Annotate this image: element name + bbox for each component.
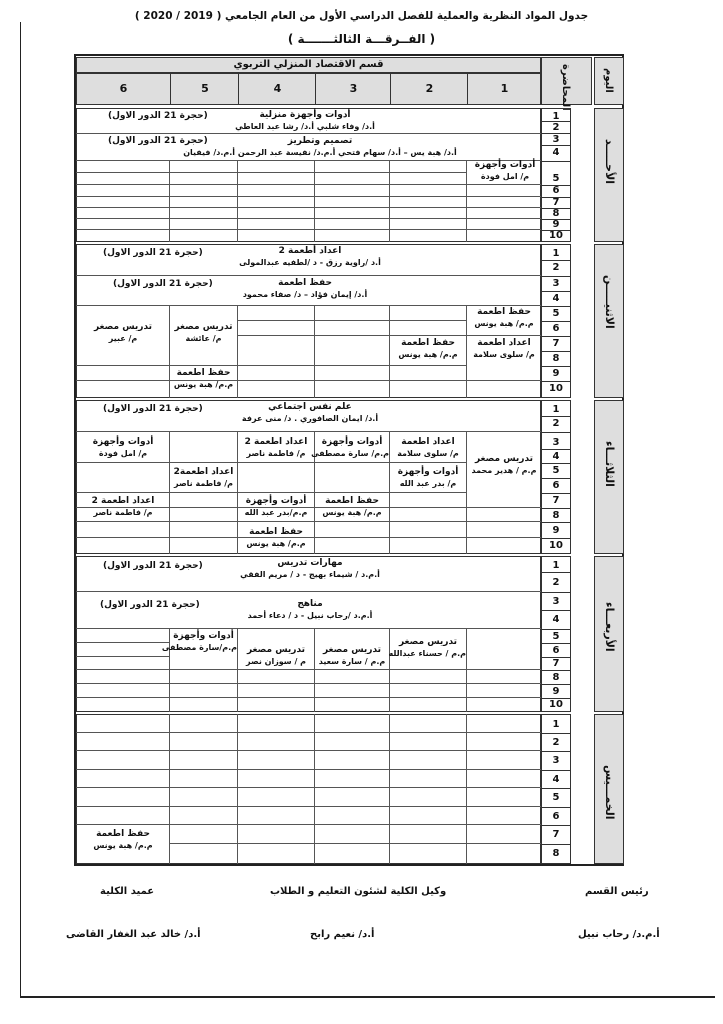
day-header-label: اليوم <box>603 68 614 93</box>
monday-slots <box>541 244 571 398</box>
schedule-cell <box>315 496 389 518</box>
staff-name: أ.د/ إيمان فؤاد – د/ صفاء محمود <box>242 290 368 299</box>
slot-divider <box>542 449 570 450</box>
slot-number: 2 <box>552 262 560 273</box>
slot-divider <box>542 770 570 771</box>
grid-line <box>76 184 541 185</box>
course-name: حفظ اطعمة <box>401 338 455 348</box>
course-name: اعداد اطعمة 2 <box>244 437 308 447</box>
slot-number: 4 <box>552 614 560 625</box>
schedule-cell <box>238 645 314 667</box>
schedule-cell <box>230 110 380 132</box>
course-name: تدريس مصغر <box>93 322 153 332</box>
staff-name: م/ امل فودة <box>98 449 148 458</box>
slot-divider <box>542 733 570 734</box>
grid-line <box>169 160 170 242</box>
grid-line <box>314 305 315 398</box>
staff-name: أ.د/ هبة يس – أ.د/ سهام فتحي أ.م.د/ نفيسة عبد الرحمن أ.م.د/ فيفيان <box>183 148 457 157</box>
grid-line <box>76 732 541 733</box>
slot-number: 10 <box>549 540 563 551</box>
department-header: قسم الاقتصاد المنزلي التربوي <box>76 57 541 73</box>
grid-line <box>237 628 238 712</box>
sunday-day-cell <box>594 108 624 242</box>
schedule-cell <box>77 496 169 518</box>
column-header-4: 4 <box>238 74 316 104</box>
slot-number: 4 <box>552 451 560 462</box>
course-name: حفظ اطعمة <box>325 496 379 506</box>
slot-divider <box>542 161 570 162</box>
schedule-cell <box>230 246 390 268</box>
course-name: أدوات وأجهزة <box>92 437 154 447</box>
slot-number: 10 <box>549 699 563 710</box>
slot-number: 5 <box>552 465 560 476</box>
grid-line <box>466 714 467 864</box>
hall-label: (حجرة 21 الدور الاول) <box>108 111 208 121</box>
slot-number: 1 <box>552 560 560 571</box>
grid-line <box>76 628 541 629</box>
schedule-cell <box>390 637 466 659</box>
grid-line <box>76 769 541 770</box>
staff-name: م/ فاطمة ناصر <box>173 479 234 488</box>
grid-line <box>169 714 170 864</box>
slot-divider <box>542 572 570 573</box>
slot-number: 1 <box>552 719 560 730</box>
staff-name: م/ سلوى سلامة <box>473 350 535 359</box>
grid-line <box>76 669 541 670</box>
staff-name: م/ فاطمة ناصر <box>93 508 153 517</box>
course-name: حفظ اطعمة <box>278 278 332 288</box>
slot-number: 8 <box>552 208 560 219</box>
schedule-cell <box>170 368 237 390</box>
slot-divider <box>542 306 570 307</box>
schedule-cell <box>467 338 541 360</box>
slot-divider <box>542 336 570 337</box>
staff-name: م.م / حسناء عبدالله <box>388 649 466 658</box>
slot-divider <box>542 381 570 382</box>
thursday-day-cell <box>594 714 624 864</box>
grid-line <box>76 750 541 751</box>
grid-line <box>466 628 467 712</box>
sub-title: ( الفــرقـــة الثالثـــــــة ) <box>287 32 436 46</box>
slot-number: 5 <box>552 308 560 319</box>
staff-name: م/ سلوى سلامة <box>397 449 459 458</box>
schedule-cell <box>390 338 466 360</box>
grid-line <box>314 160 315 242</box>
course-name: أدوات وأجهزة <box>245 496 307 506</box>
slot-divider <box>542 670 570 671</box>
course-name: حفظ اطعمة <box>249 527 303 537</box>
staff-name: م.م/بدر عبد الله <box>244 508 308 517</box>
slot-number: 8 <box>552 510 560 521</box>
lecture-column-header <box>541 57 592 111</box>
column-header-1: 1 <box>467 74 541 104</box>
staff-name: أ.د/ ايمان الصافوري . د/ منى عرفة <box>241 414 379 423</box>
slot-number: 7 <box>552 658 560 669</box>
schedule-cell <box>467 454 541 476</box>
slot-divider <box>542 260 570 261</box>
tuesday-day-cell <box>594 400 624 554</box>
slot-number: 4 <box>552 774 560 785</box>
slot-number: 2 <box>552 737 560 748</box>
course-name: تدريس مصغر <box>474 454 534 464</box>
schedule-cell <box>230 558 390 580</box>
tuesday-slots <box>541 400 571 554</box>
slot-divider <box>542 463 570 464</box>
slot-number: 5 <box>552 173 560 184</box>
course-name: اعداد اطعمة2 <box>173 467 234 477</box>
grid-line <box>169 431 170 554</box>
slot-number: 7 <box>552 197 560 208</box>
slot-number: 9 <box>552 525 560 536</box>
slot-divider <box>542 825 570 826</box>
course-name: تدريس مصغر <box>246 645 306 655</box>
grid-line <box>76 591 541 592</box>
sunday-slots <box>541 108 571 242</box>
grid-line <box>76 656 169 657</box>
schedule-cell <box>77 829 169 851</box>
course-name: اعداد اطعمة <box>477 338 531 348</box>
staff-name: م / سوزان نصر <box>245 657 307 666</box>
grid-line <box>76 521 541 522</box>
course-name: أدوات وأجهزة <box>321 437 383 447</box>
grid-line <box>466 431 467 554</box>
slot-divider <box>542 276 570 277</box>
hall-label: (حجرة 21 الدور الاول) <box>113 279 213 289</box>
day-name: الاثنيـــــن <box>603 275 616 329</box>
slot-number: 3 <box>552 755 560 766</box>
slot-divider <box>542 844 570 845</box>
dean-title: عميد الكلية <box>100 886 155 897</box>
staff-name: أ.م.د / شيماء بهيج - د / مريم الفقي <box>240 570 380 579</box>
slot-number: 6 <box>552 323 560 334</box>
hall-label: (حجرة 21 الدور الاول) <box>103 561 203 571</box>
schedule-cell <box>390 467 466 489</box>
schedule-cell <box>311 437 389 459</box>
grid-line <box>76 196 541 197</box>
dean-name: أ.د/ خالد عبد الغفار القاضى <box>66 929 201 940</box>
slot-number: 8 <box>552 672 560 683</box>
slot-number: 10 <box>549 230 563 241</box>
slot-number: 4 <box>552 293 560 304</box>
schedule-cell <box>77 322 169 344</box>
grid-line <box>76 431 541 432</box>
slot-number: 8 <box>552 353 560 364</box>
slot-divider <box>542 684 570 685</box>
slot-divider <box>542 351 570 352</box>
department-head-name: أ.م.د/ رحاب نبيل <box>578 929 660 940</box>
grid-line <box>314 714 315 864</box>
day-name: الأربعـــاء <box>603 602 616 652</box>
schedule-cell <box>230 278 380 300</box>
slot-number: 5 <box>552 631 560 642</box>
staff-name: م/ فاطمة ناصر <box>246 449 306 458</box>
thursday-slots <box>541 714 571 864</box>
staff-name: أ.د /راوية رزق - د /لطفيه عبدالمولى <box>239 258 381 267</box>
slot-number: 4 <box>552 147 560 158</box>
staff-name: م.م / هدير محمد <box>471 466 537 475</box>
grid-line <box>76 218 541 219</box>
staff-name: م/ امل فودة <box>480 172 530 181</box>
slot-number: 9 <box>552 219 560 230</box>
grid-line <box>466 160 467 242</box>
schedule-cell <box>170 467 237 489</box>
staff-name: م.م / سارة سعيد <box>318 657 386 666</box>
course-name: اعداد أطعمة 2 <box>278 246 342 256</box>
grid-line <box>76 207 541 208</box>
staff-name: م.م/سارة مصطفى <box>161 643 237 652</box>
vice-dean-title: وكيل الكلية لشئون التعليم و الطلاب <box>270 886 447 897</box>
staff-name: أ.م.د /رحاب نبيل - د / دعاء أحمد <box>247 611 373 620</box>
staff-name: م/ بدر عبد الله <box>399 479 457 488</box>
course-name: تدريس مصغر <box>322 645 382 655</box>
grid-line <box>76 642 169 643</box>
slot-number: 5 <box>552 792 560 803</box>
staff-name: م.م/ هبة يونس <box>246 539 306 548</box>
slot-number: 1 <box>552 248 560 259</box>
schedule-cell <box>161 631 237 653</box>
schedule-cell <box>238 527 314 549</box>
grid-line <box>76 787 541 788</box>
slot-divider <box>542 416 570 417</box>
main-title: جدول المواد النظرية والعملية للفصل الدراسي الأول من العام الجامعي ( 2019 / 2020 ) <box>134 10 589 22</box>
course-name: أدوات وأجهزة <box>474 160 536 170</box>
slot-number: 2 <box>552 122 560 133</box>
slot-number: 7 <box>552 338 560 349</box>
slot-divider <box>542 145 570 146</box>
hall-label: (حجرة 21 الدور الاول) <box>100 600 200 610</box>
slot-number: 3 <box>552 134 560 145</box>
slot-number: 3 <box>552 437 560 448</box>
course-name: أدوات وأجهزة <box>397 467 459 477</box>
slot-number: 2 <box>552 418 560 429</box>
slot-number: 9 <box>552 368 560 379</box>
day-column-header <box>594 57 624 105</box>
day-name: الأحـــــد <box>603 139 616 185</box>
schedule-cell <box>467 307 541 329</box>
slot-number: 9 <box>552 686 560 697</box>
course-name: أدوات وأجهزة منزلية <box>259 110 351 120</box>
slot-divider <box>542 643 570 644</box>
column-header-row <box>76 73 541 105</box>
course-name: علم نفس اجتماعي <box>268 402 352 412</box>
slot-divider <box>542 538 570 539</box>
vice-dean-name: أ.د/ نعيم رابح <box>310 929 375 940</box>
course-name: حفظ اطعمة <box>96 829 150 839</box>
slot-divider <box>542 610 570 611</box>
grid-line <box>76 462 466 463</box>
slot-divider <box>542 807 570 808</box>
grid-line <box>76 806 541 807</box>
schedule-cell <box>238 437 314 459</box>
slot-divider <box>542 522 570 523</box>
grid-line <box>76 697 541 698</box>
schedule-cell <box>170 322 237 344</box>
staff-name: م.م/ هبة يونس <box>398 350 458 359</box>
grid-line <box>76 172 466 173</box>
hall-label: (حجرة 21 الدور الاول) <box>103 248 203 258</box>
day-name: الخمـــيس <box>603 765 616 820</box>
grid-line <box>237 305 238 398</box>
grid-line <box>76 824 541 825</box>
grid-line <box>169 843 541 844</box>
schedule-cell <box>390 437 466 459</box>
staff-name: م/ عائشة <box>185 334 222 343</box>
lecture-header-label: المحاضرة <box>560 64 571 111</box>
slot-divider <box>542 629 570 630</box>
grid-line <box>76 683 541 684</box>
course-name: تصميم وتطريز <box>287 136 353 146</box>
day-name: الثلاثـــاء <box>603 441 616 487</box>
wednesday-slots <box>541 556 571 712</box>
wednesday-day-cell <box>594 556 624 712</box>
course-name: مهارات تدريس <box>277 558 343 568</box>
hall-label: (حجرة 21 الدور الاول) <box>108 136 208 146</box>
column-header-2: 2 <box>390 74 468 104</box>
slot-divider <box>542 592 570 593</box>
slot-divider <box>542 432 570 433</box>
grid-line <box>314 628 315 712</box>
grid-line <box>76 133 541 134</box>
grid-line <box>237 714 238 864</box>
schedule-cell <box>230 599 390 621</box>
slot-number: 1 <box>552 111 560 122</box>
course-name: مناهج <box>297 599 323 609</box>
slot-number: 7 <box>552 495 560 506</box>
staff-name: أ.د/ وفاء شلبي أ.د/ رشا عبد العاطي <box>235 122 375 131</box>
slot-divider <box>542 493 570 494</box>
slot-divider <box>542 751 570 752</box>
course-name: أدوات وأجهزة <box>173 631 234 641</box>
slot-number: 6 <box>552 645 560 656</box>
course-name: حفظ اطعمة <box>477 307 531 317</box>
slot-number: 6 <box>552 811 560 822</box>
slot-divider <box>542 366 570 367</box>
slot-number: 6 <box>552 480 560 491</box>
schedule-cell <box>238 496 314 518</box>
slot-divider <box>542 478 570 479</box>
grid-line <box>237 160 238 242</box>
grid-line <box>76 305 541 306</box>
slot-number: 2 <box>552 577 560 588</box>
schedule-cell <box>230 402 390 424</box>
schedule-cell <box>315 645 389 667</box>
slot-divider <box>542 788 570 789</box>
slot-divider <box>542 508 570 509</box>
monday-day-cell <box>594 244 624 398</box>
slot-number: 10 <box>549 383 563 394</box>
grid-line <box>389 714 390 864</box>
staff-name: م.م/ هبة يونس <box>474 319 534 328</box>
course-name: اعداد اطعمة <box>401 437 455 447</box>
department-head-title: رئيس القسم <box>585 886 649 897</box>
staff-name: م/ عبير <box>108 334 138 343</box>
slot-number: 6 <box>552 185 560 196</box>
grid-line <box>237 320 466 321</box>
slot-number: 3 <box>552 596 560 607</box>
schedule-cell <box>77 437 169 459</box>
course-name: تدريس مصغر <box>174 322 233 332</box>
slot-number: 8 <box>552 848 560 859</box>
slot-divider <box>542 291 570 292</box>
slot-number: 7 <box>552 829 560 840</box>
column-header-6: 6 <box>119 82 128 95</box>
course-name: تدريس مصغر <box>398 637 458 647</box>
column-header-3: 3 <box>315 74 391 104</box>
schedule-cell <box>470 160 540 182</box>
grid-line <box>389 160 390 242</box>
slot-divider <box>542 321 570 322</box>
grid-line <box>76 229 541 230</box>
course-name: حفظ اطعمة <box>176 368 231 378</box>
staff-name: م.م/ هبة يونس <box>173 380 234 389</box>
staff-name: م.م/ سارة مصطفى <box>311 449 389 458</box>
grid-line <box>76 365 466 366</box>
grid-line <box>76 380 541 381</box>
slot-number: 3 <box>552 278 560 289</box>
grid-line <box>76 275 541 276</box>
column-header-5: 5 <box>170 74 239 104</box>
staff-name: م.م/ هبة يونس <box>93 841 153 850</box>
schedule-cell <box>180 136 460 158</box>
course-name: اعداد اطعمة 2 <box>91 496 155 506</box>
staff-name: م.م/ هبة يونس <box>322 508 382 517</box>
grid-line <box>76 492 466 493</box>
hall-label: (حجرة 21 الدور الاول) <box>103 404 203 414</box>
slot-number: 1 <box>552 404 560 415</box>
